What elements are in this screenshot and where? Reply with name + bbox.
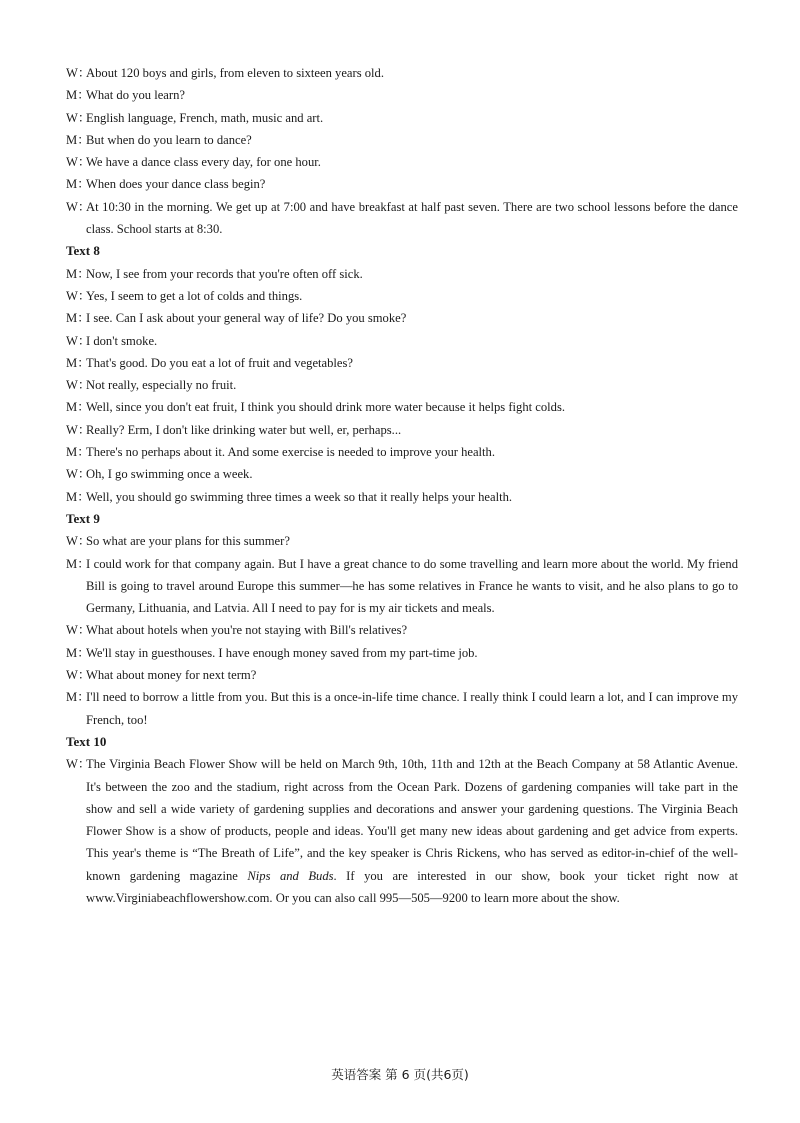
monologue-text <box>86 753 738 909</box>
speaker-label: W： <box>66 534 91 549</box>
dialogue-line <box>66 374 738 396</box>
speaker-label: W： <box>66 467 91 482</box>
dialogue-text: What do you learn? <box>86 88 185 103</box>
dialogue-line <box>66 84 738 106</box>
dialogue-text: English language, French, math, music and art. <box>86 110 324 125</box>
dialogue-line <box>66 263 738 285</box>
speaker-label: M： <box>66 88 90 103</box>
speaker-label: M： <box>66 645 90 660</box>
dialogue-text: What about hotels when you're not staying with Bill's relatives? <box>86 623 408 638</box>
speaker-label: W： <box>66 378 91 393</box>
dialogue-text: So what are your plans for this summer? <box>86 534 290 549</box>
text8-dialogue <box>66 263 738 508</box>
dialogue-line <box>66 642 738 664</box>
dialogue-text: Not really, especially no fruit. <box>86 378 237 393</box>
magazine-title: Nips and Buds <box>247 868 334 883</box>
dialogue-text: At 10:30 in the morning. We get up at 7:00 and have breakfast at half past seven. There are two school lessons before the dance class. School starts at 8:30. <box>86 199 738 237</box>
dialogue-line <box>66 686 738 731</box>
dialogue-line <box>66 307 738 329</box>
speaker-label: W： <box>66 66 91 80</box>
dialogue-text: Really? Erm, I don't like drinking water but well, er, perhaps... <box>86 422 402 437</box>
speaker-label: W： <box>66 333 91 348</box>
dialogue-text: What about money for next term? <box>86 668 257 683</box>
dialogue-line <box>66 285 738 307</box>
text9-dialogue <box>66 530 738 731</box>
dialogue-text: That's good. Do you eat a lot of fruit and vegetables? <box>86 355 354 370</box>
speaker-label: M： <box>66 311 90 326</box>
speaker-label: W： <box>66 155 91 170</box>
dialogue-line <box>66 330 738 352</box>
monologue-text-part2: . If you are interested in our show, book your ticket right now at www.Virginiabeachflowershow.com. Or you can also call 995—505—9200 to learn more about the show. <box>86 868 738 905</box>
speaker-label: W： <box>66 422 91 437</box>
speaker-label: M： <box>66 489 90 504</box>
dialogue-text: I'll need to borrow a little from you. But this is a once-in-life time chance. I really think I could learn a lot, and I can improve my French, too! <box>86 690 738 727</box>
speaker-label: M： <box>66 556 90 571</box>
dialogue-line <box>66 441 738 463</box>
dialogue-line <box>66 107 738 129</box>
text10-monologue <box>66 753 738 909</box>
speaker-label: M： <box>66 400 90 415</box>
text9-heading: Text 9 <box>66 510 100 526</box>
dialogue-line <box>66 151 738 173</box>
dialogue-line <box>66 196 738 241</box>
dialogue-line <box>66 62 738 84</box>
dialogue-line <box>66 664 738 686</box>
dialogue-text: Well, since you don't eat fruit, I think you should drink more water because it helps fight colds. <box>86 400 566 415</box>
dialogue-line <box>66 530 738 552</box>
dialogue-text: Well, you should go swimming three times a week so that it really helps your health. <box>86 489 513 504</box>
speaker-label: W： <box>66 757 91 772</box>
dialogue-text: I don't smoke. <box>86 333 158 348</box>
dialogue-text: We have a dance class every day, for one hour. <box>86 155 321 170</box>
speaker-label: W： <box>66 623 91 638</box>
speaker-label: W： <box>66 288 91 303</box>
dialogue-text: But when do you learn to dance? <box>86 132 252 147</box>
dialogue-text: Oh, I go swimming once a week. <box>86 467 253 482</box>
dialogue-line <box>66 129 738 151</box>
dialogue-text: I see. Can I ask about your general way of life? Do you smoke? <box>86 311 407 326</box>
page-footer: 英语答案 第 6 页(共6页) <box>331 1067 469 1082</box>
dialogue-text: About 120 boys and girls, from eleven to sixteen years old. <box>86 66 384 80</box>
speaker-label: M： <box>66 266 90 281</box>
speaker-label: W： <box>66 668 91 683</box>
dialogue-line <box>66 352 738 374</box>
speaker-label: M： <box>66 355 90 370</box>
dialogue-text: When does your dance class begin? <box>86 177 266 192</box>
dialogue-line <box>66 419 738 441</box>
dialogue-line <box>66 173 738 195</box>
dialogue-text: I could work for that company again. But I have a great chance to do some travelling and learn more about the world. My friend Bill is going to travel around Europe this summer—he has some relatives in France he wants to visit, and he also plans to go to Germany, Lithuania, and Latvia. All I need to pay for is my air tickets and meals. <box>86 556 738 616</box>
transcript-page <box>66 62 738 909</box>
dialogue-line <box>66 553 738 620</box>
dialogue-line <box>66 396 738 418</box>
dialogue-line <box>66 463 738 485</box>
speaker-label: M： <box>66 690 90 705</box>
text8-heading: Text 8 <box>66 243 100 259</box>
dialogue-top <box>66 62 738 240</box>
dialogue-text: Yes, I seem to get a lot of colds and things. <box>86 288 303 303</box>
dialogue-text: There's no perhaps about it. And some exercise is needed to improve your health. <box>86 445 496 460</box>
speaker-label: M： <box>66 445 90 460</box>
dialogue-line <box>66 619 738 641</box>
speaker-label: W： <box>66 110 91 125</box>
dialogue-text: Now, I see from your records that you're often off sick. <box>86 266 363 281</box>
speaker-label: M： <box>66 177 90 192</box>
speaker-label: M： <box>66 132 90 147</box>
dialogue-line <box>66 486 738 508</box>
speaker-label: W： <box>66 199 91 214</box>
text10-heading: Text 10 <box>66 733 107 749</box>
monologue-text-part1: The Virginia Beach Flower Show will be held on March 9th, 10th, 11th and 12th at the Beach Company at 58 Atlantic Avenue. It's between the zoo and the stadium, right across from the Ocean Park. Dozens of gardening companies will take part in the show and sell a wide variety of gardening supplies and decorations and answer your gardening questions. The Virginia Beach Flower Show is a show of products, people and ideas. You'll get many new ideas about gardening and get advice from experts. This year's theme is “The Breath of Life”, and the key speaker is Chris Rickens, who has served as editor-in-chief of the well-known gardening magazine <box>86 757 738 883</box>
dialogue-text: We'll stay in guesthouses. I have enough money saved from my part-time job. <box>86 645 478 660</box>
